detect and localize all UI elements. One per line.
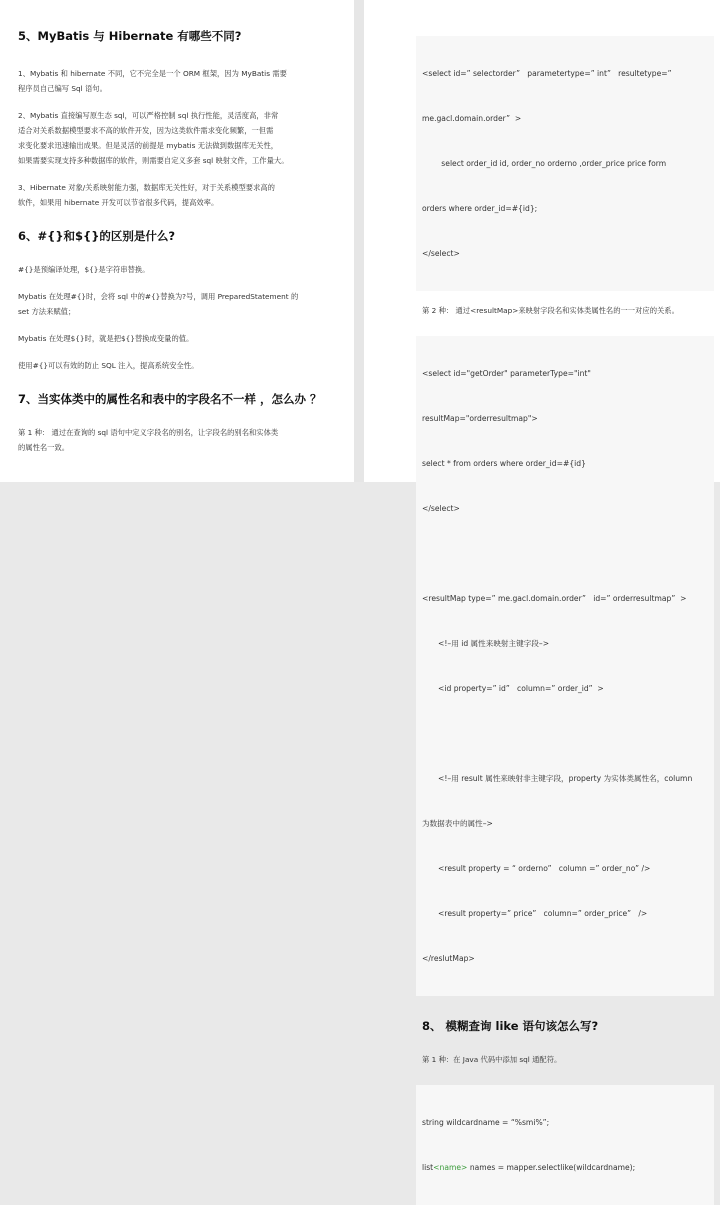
code-line: select order_id id, order_no orderno ,order_price price form <box>422 159 667 168</box>
code-line: </reslutMap> <box>422 954 475 963</box>
s5-paragraph-2a: 2、Mybatis 直接编写原生态 sql，可以严格控制 sql 执行性能，灵活度高，非常 <box>18 111 279 120</box>
right-page <box>364 0 720 1172</box>
section-6-title: 6、#{}和${}的区别是什么? <box>18 229 176 243</box>
section-7-title: 7、当实体类中的属性名和表中的字段名不一样 ，怎么办 ？ <box>18 392 322 406</box>
code-token: list <box>422 1163 434 1172</box>
section-8-title: 8、 模糊查询 like 语句该怎么写? <box>422 1019 599 1033</box>
s6-paragraph-2b: set 方法来赋值； <box>18 307 76 316</box>
code-line <box>422 1160 708 1175</box>
code-line: orders where order_id=#{id}; <box>422 204 538 213</box>
code-line: <select id="getOrder" parameterType="int" <box>422 369 591 378</box>
s6-paragraph-3: Mybatis 在处理${}时，就是把${}替换成变量的值。 <box>18 334 194 343</box>
s6-paragraph-2a: Mybatis 在处理#{}时，会将 sql 中的#{}替换为?号，调用 PreparedStatement 的 <box>18 292 299 301</box>
code-line: <result property=” price” column=” order_price” /> <box>438 909 648 918</box>
code-line: me.gacl.domain.order” > <box>422 114 522 123</box>
code-line: <id property=” id” column=” order_id” > <box>438 684 604 693</box>
code-comment: <!–用 id 属性来映射主键字段–> <box>438 639 550 648</box>
s7-paragraph-1a: 第 1 种： 通过在查询的 sql 语句中定义字段名的别名，让字段名的别名和实体类 <box>18 428 279 437</box>
code-line: </select> <box>422 249 460 258</box>
s5-paragraph-3b: 软件，如果用 hibernate 开发可以节省很多代码，提高效率。 <box>18 198 219 207</box>
code-line: resultMap="orderresultmap"> <box>422 414 538 423</box>
code-block-like <box>416 1085 714 1205</box>
code-line: <select id=” selectorder” parametertype=” int” resultetype=” <box>422 69 672 78</box>
s8-paragraph-1: 第 1 种：在 Java 代码中添加 sql 通配符。 <box>422 1055 562 1064</box>
code-line: </select> <box>422 504 460 513</box>
code-blank-line <box>422 726 708 741</box>
code-token: names = mapper.selectlike(wildcardname); <box>467 1163 636 1172</box>
method-2-note: 第 2 种： 通过<resultMap>来映射字段名和实体类属性名的一一对应的关系。 <box>422 306 679 315</box>
code-line: string wildcardname = “%smi%”; <box>422 1118 550 1127</box>
s5-paragraph-2b: 适合对关系数据模型要求不高的软件开发，因为这类软件需求变化频繁，一但需 <box>18 126 274 135</box>
s5-paragraph-3a: 3、Hibernate 对象/关系映射能力强，数据库无关性好，对于关系模型要求高的 <box>18 183 275 192</box>
code-comment: <!–用 result 属性来映射非主键字段，property 为实体类属性名，column <box>438 774 693 783</box>
code-line: select * from orders where order_id=#{id} <box>422 459 586 468</box>
code-generic-tag: <name> <box>433 1163 468 1172</box>
left-page <box>0 0 354 482</box>
s6-paragraph-4: 使用#{}可以有效的防止 SQL 注入，提高系统安全性。 <box>18 361 199 370</box>
code-block-select-resultmap <box>416 336 714 996</box>
s5-paragraph-2c: 求变化要求迅速输出成果。但是灵活的前提是 mybatis 无法做到数据库无关性， <box>18 141 279 150</box>
section-5-title: 5、MyBatis 与 Hibernate 有哪些不同? <box>18 29 242 43</box>
code-line: <result property = “ orderno” column =” order_no” /> <box>438 864 651 873</box>
code-comment: 为数据表中的属性–> <box>422 819 493 828</box>
page-gutter <box>354 0 364 482</box>
code-line: <resultMap type=” me.gacl.domain.order” id=” orderresultmap” > <box>422 594 687 603</box>
s5-paragraph-2d: 如果需要实现支持多种数据库的软件，则需要自定义多套 sql 映射文件，工作量大。 <box>18 156 289 165</box>
s5-paragraph-1b: 程序员自己编写 Sql 语句。 <box>18 84 107 93</box>
code-block-select-alias <box>416 36 714 291</box>
s7-paragraph-1b: 的属性名一致。 <box>18 443 70 452</box>
s6-paragraph-1: #{}是预编译处理，${}是字符串替换。 <box>18 265 150 274</box>
code-blank-line <box>422 546 708 561</box>
s5-paragraph-1a: 1、Mybatis 和 hibernate 不同，它不完全是一个 ORM 框架，因为 MyBatis 需要 <box>18 69 287 78</box>
